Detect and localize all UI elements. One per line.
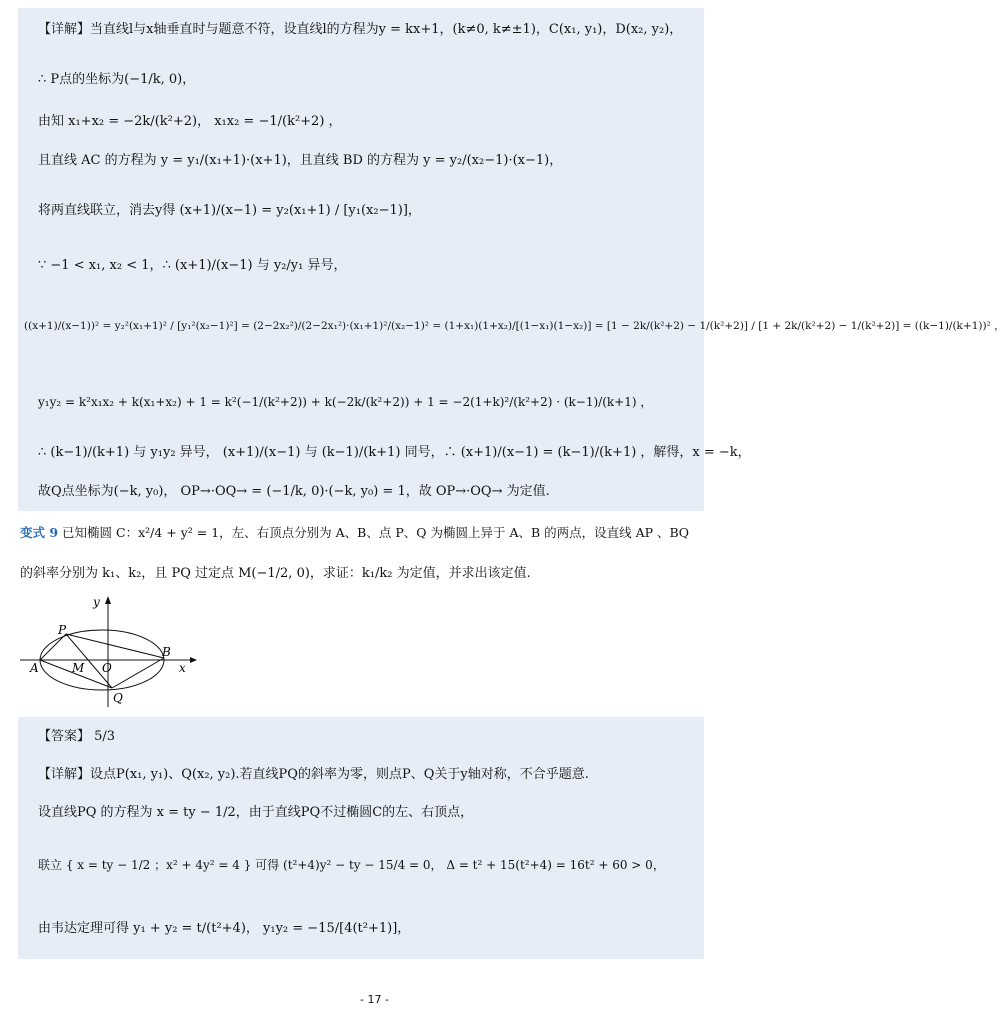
solution-line: 联立 { x = ty − 1/2 ；x² + 4y² = 4 } 可得 (t²+4)y² − ty − 15/4 = 0， Δ = t² + 15(t²+4) = 16t² + 60 > 0， <box>38 858 665 872</box>
segment-pb <box>66 634 164 658</box>
label-p: P <box>58 623 67 637</box>
problem-text: 已知椭圆 C：x²/4 + y² = 1，左、右顶点分别为 A、B、点 P、Q 为椭圆上异于 A、B 的两点，设直线 AP 、BQ <box>62 525 689 540</box>
label-q: Q <box>113 691 123 705</box>
label-m: M <box>72 661 85 675</box>
solution-block-1 <box>18 8 1005 511</box>
answer-line <box>38 729 696 745</box>
solution-line: y₁y₂ = k²x₁x₂ + k(x₁+x₂) + 1 = k²(−1/(k²+2)) + k(−2k/(k²+2)) + 1 = −2(1+k)²/(k²+2) · (k−1)/(k+1) ， <box>38 395 653 409</box>
solution-line: 将两直线联立，消去y得 (x+1)/(x−1) = y₂(x₁+1) / [y₁(x₂−1)]， <box>38 203 421 218</box>
solution-line: 【详解】设点P(x₁, y₁)、Q(x₂, y₂).若直线PQ的斜率为零，则点P、Q关于y轴对称，不合乎题意. <box>38 767 589 782</box>
problem-label: 变式 9 <box>20 525 59 540</box>
x-axis-arrow-icon <box>190 657 197 663</box>
ellipse-figure <box>20 592 200 710</box>
problem-statement-line2: 的斜率分别为 k₁、k₂，且 PQ 过定点 M(−1/2, 0)，求证：k₁/k₂ 为定值，并求出该定值. <box>20 566 531 581</box>
solution-line: 由知 x₁+x₂ = −2k/(k²+2)， x₁x₂ = −1/(k²+2) ， <box>38 114 342 129</box>
y-axis-arrow-icon <box>105 596 111 604</box>
answer-label: 【答案】 <box>38 729 91 744</box>
page-number: - 17 - <box>360 993 389 1006</box>
solution-line: 且直线 AC 的方程为 y = y₁/(x₁+1)·(x+1)，且直线 BD 的方程为 y = y₂/(x₂−1)·(x−1)， <box>38 153 563 168</box>
solution-line: ((x+1)/(x−1))² = y₂²(x₁+1)² / [y₁²(x₂−1)²] = (2−2x₂²)/(2−2x₁²)·(x₁+1)²/(x₂−1)² = (1+x₁)(1+x₂)/[(1−x₁)(1−x₂)] = [1 − 2k/(k²+2) − 1/(k²+2)] / [1 + 2k/(k²+2) − 1/(k²+2)] = ((k−1)/(k+1))² ， <box>24 320 1005 332</box>
segment-ap <box>40 634 66 660</box>
answer-value: 5/3 <box>94 729 116 744</box>
solution-line: 【详解】当直线l与x轴垂直时与题意不符，设直线l的方程为y = kx+1，(k≠0, k≠±1)，C(x₁, y₁)，D(x₂, y₂)， <box>38 22 683 37</box>
solution-line: 故Q点坐标为(−k, y₀)， OP→·OQ→ = (−1/k, 0)·(−k, y₀) = 1，故 OP→·OQ→ 为定值. <box>38 484 550 499</box>
label-x: x <box>179 661 186 675</box>
solution-block-2 <box>18 717 704 959</box>
solution-line: ∴ P点的坐标为(−1/k, 0)， <box>38 72 196 87</box>
solution-line: 设直线PQ 的方程为 x = ty − 1/2，由于直线PQ不过椭圆C的左、右顶点， <box>38 805 474 820</box>
solution-line: ∵ −1 < x₁, x₂ < 1，∴ (x+1)/(x−1) 与 y₂/y₁ 异号， <box>38 258 347 273</box>
solution-line: ∴ (k−1)/(k+1) 与 y₁y₂ 异号， (x+1)/(x−1) 与 (k−1)/(k+1) 同号，∴ (x+1)/(x−1) = (k−1)/(k+1) ，解得，x = −k， <box>38 445 751 460</box>
label-y: y <box>93 595 100 609</box>
label-a: A <box>30 661 39 675</box>
label-b: B <box>162 645 171 659</box>
solution-line: 由韦达定理可得 y₁ + y₂ = t/(t²+4)， y₁y₂ = −15/[4(t²+1)]， <box>38 921 411 936</box>
segment-qb <box>112 658 164 688</box>
problem-statement-line1 <box>20 525 689 541</box>
label-o: O <box>102 661 112 675</box>
